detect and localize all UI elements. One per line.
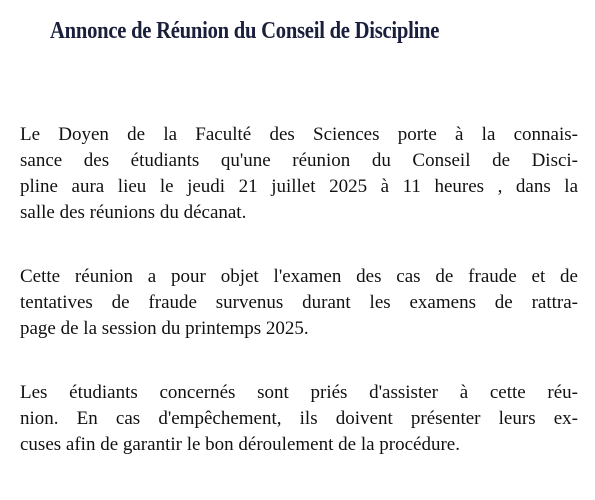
paragraph-meeting-purpose [20,264,578,342]
paragraph-line: Cette réunion a pour objet l'examen des cas de fraude et de [20,266,578,287]
paragraph-line: tentatives de fraude survenus durant les examens de rattra- [20,292,578,313]
paragraph-line: nion. En cas d'empêchement, ils doivent présenter leurs ex- [20,408,578,429]
paragraph-line: salle des réunions du décanat. [20,202,247,223]
paragraph-line: sance des étudiants qu'une réunion du Conseil de Disci- [20,150,578,171]
page-title: Annonce de Réunion du Conseil de Discipline [50,18,440,44]
paragraph-line: page de la session du printemps 2025. [20,318,309,339]
paragraph-line: Les étudiants concernés sont priés d'assister à cette réu- [20,382,578,403]
paragraph-line: cuses afin de garantir le bon déroulement de la procédure. [20,434,460,455]
paragraph-line: Le Doyen de la Faculté des Sciences porte à la connais- [20,124,578,145]
paragraph-line: pline aura lieu le jeudi 21 juillet 2025 à 11 heures , dans la [20,176,578,197]
paragraph-meeting-notice [20,122,578,226]
paragraph-attendance-request [20,380,578,458]
